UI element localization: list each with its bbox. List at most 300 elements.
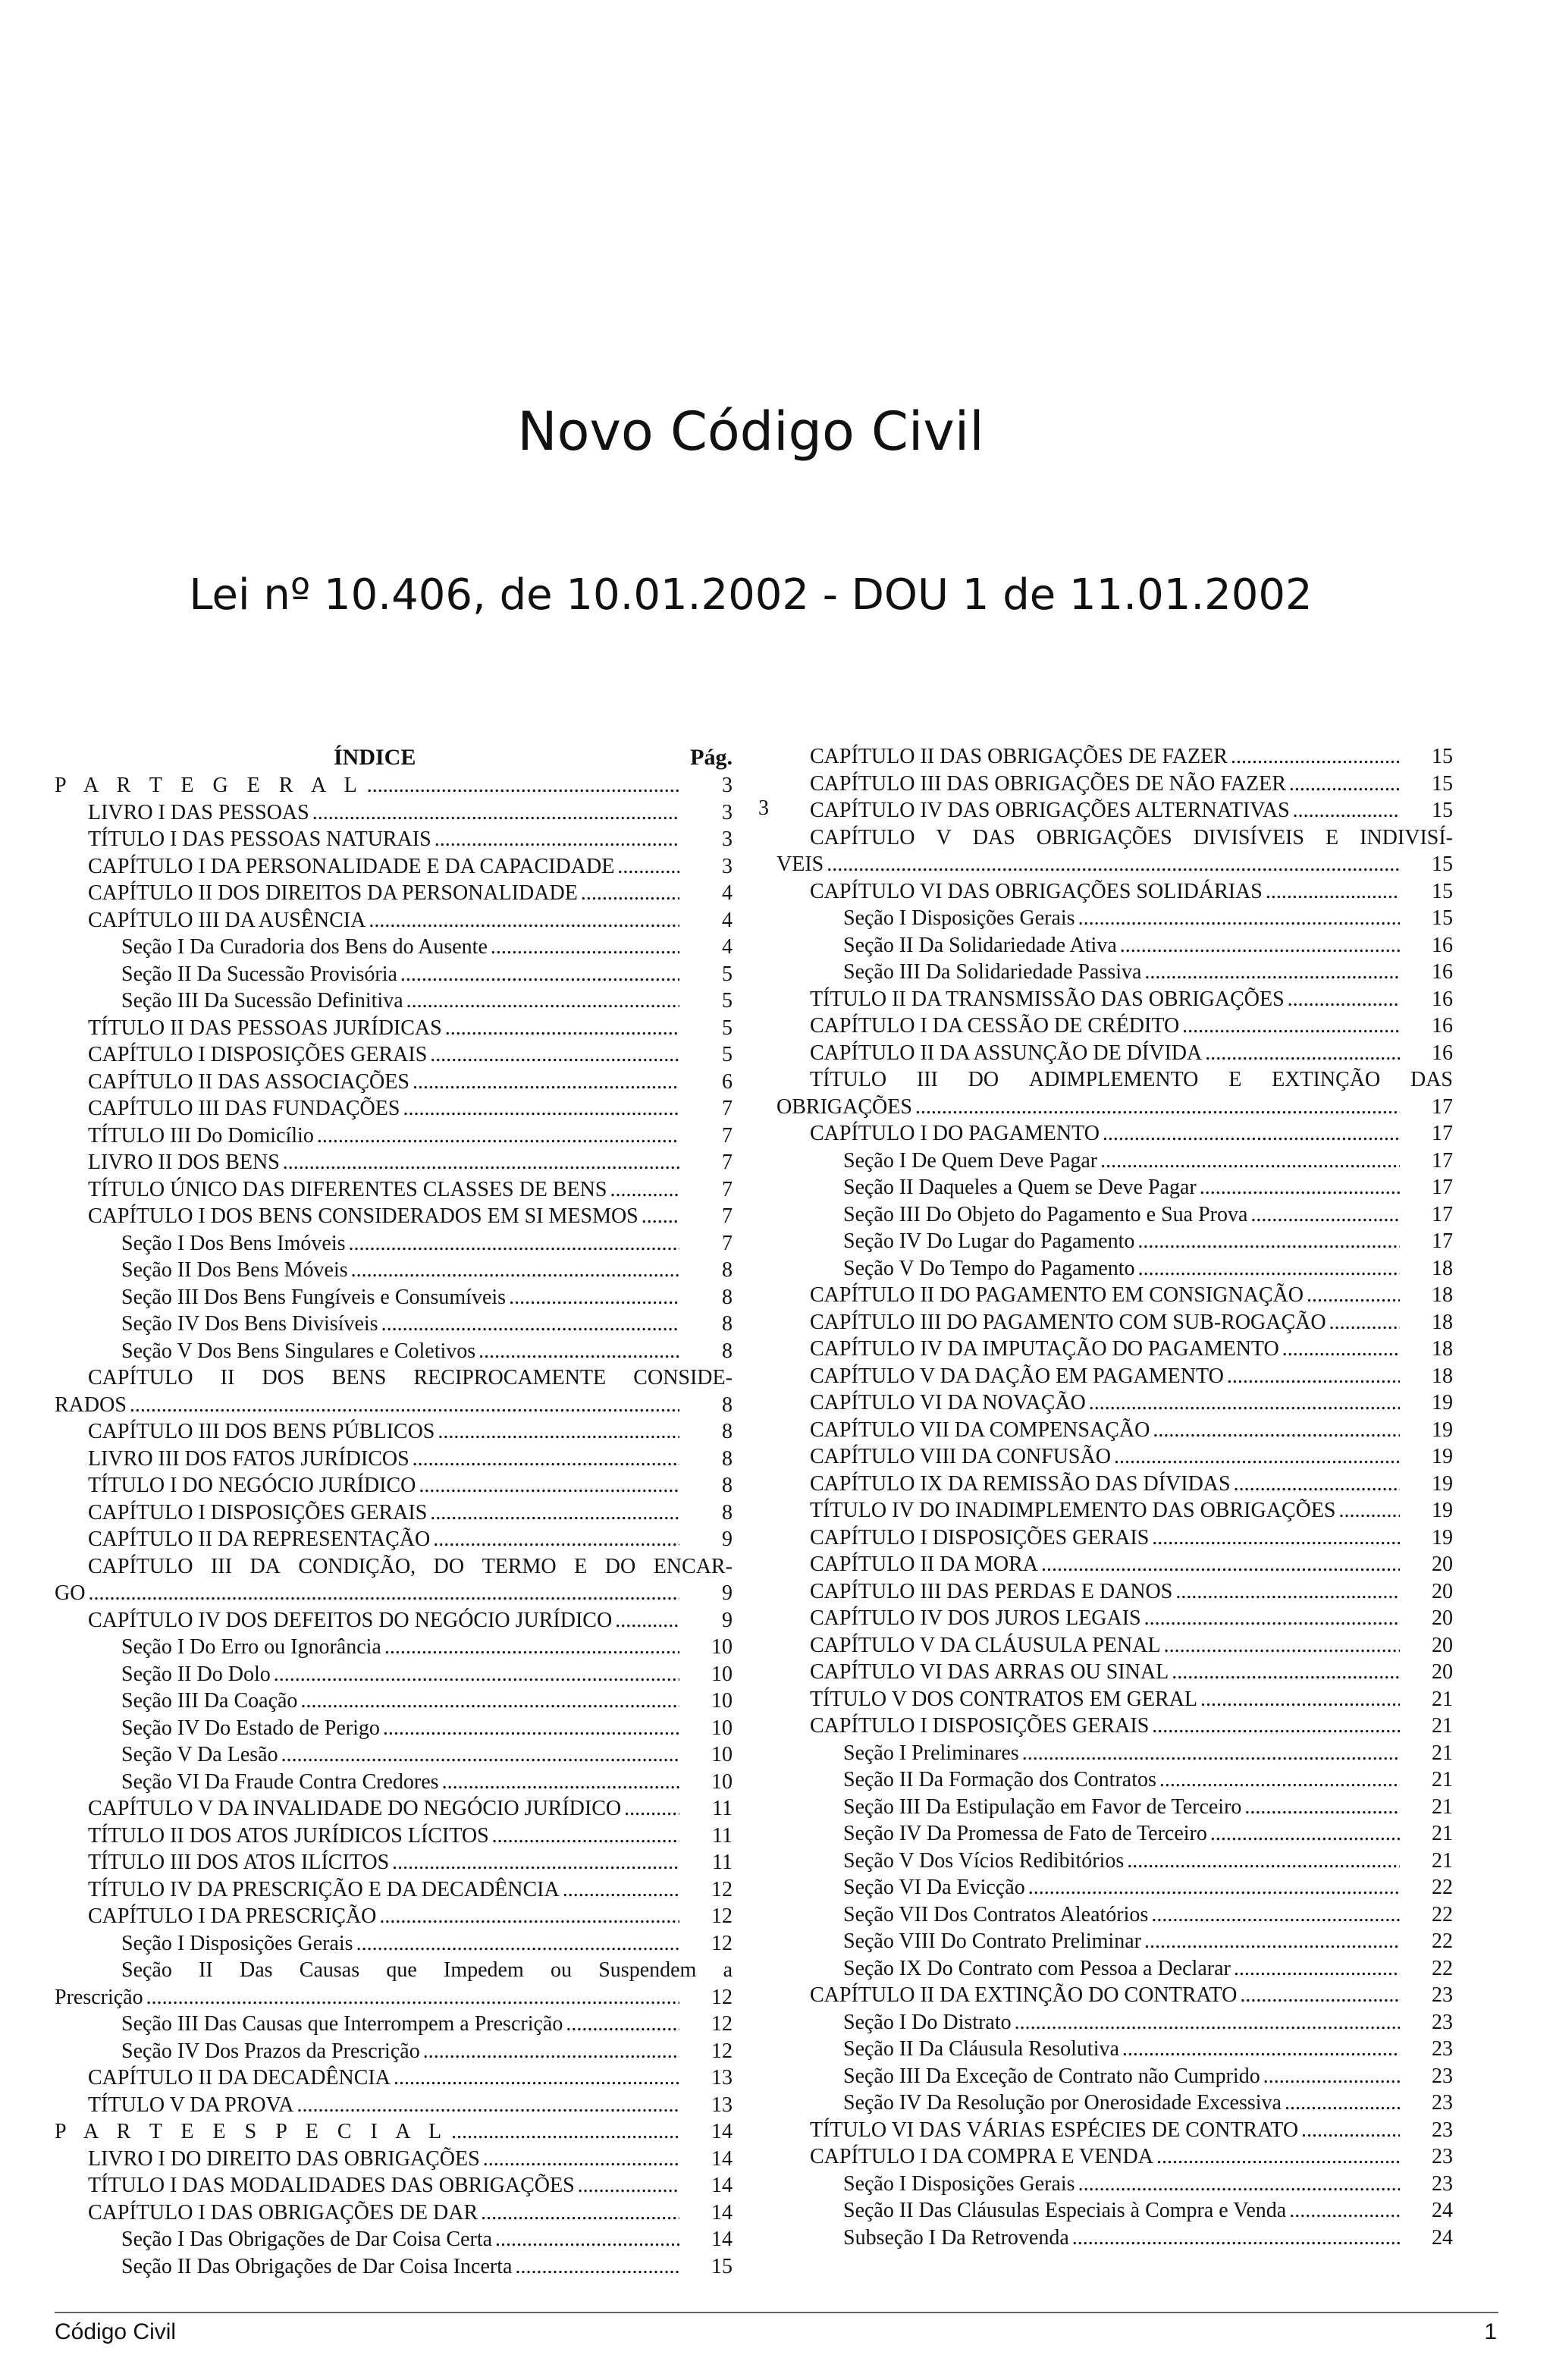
index-entry-page: 10 bbox=[711, 1716, 733, 1740]
index-entry-title: CAPÍTULO V DA INVALIDADE DO NEGÓCIO JURÍDICO bbox=[88, 1797, 622, 1820]
index-entry bbox=[776, 1820, 1453, 1848]
index-entry-wrapped-line bbox=[55, 1553, 733, 1581]
index-entry-title: CAPÍTULO III DO PAGAMENTO COM SUB-ROGAÇÃO bbox=[810, 1310, 1326, 1334]
index-entry-title: CAPÍTULO III DAS PERDAS E DANOS bbox=[810, 1579, 1173, 1603]
index-entry bbox=[55, 1069, 733, 1096]
index-entry-page: 18 bbox=[1432, 1256, 1453, 1280]
dot-leader bbox=[1152, 1713, 1400, 1740]
index-entry-title: CAPÍTULO VI DAS ARRAS OU SINAL bbox=[810, 1660, 1169, 1684]
index-entry-title: CAPÍTULO I DISPOSIÇÕES GERAIS bbox=[88, 1500, 428, 1524]
dot-leader bbox=[130, 1392, 679, 1419]
dot-leader bbox=[400, 961, 679, 988]
index-entry bbox=[55, 1769, 733, 1796]
index-entry-page: 8 bbox=[722, 1339, 733, 1363]
index-entry-title: Seção II Da Formação dos Contratos bbox=[843, 1768, 1156, 1791]
dot-leader bbox=[1307, 1282, 1400, 1309]
index-entry-title: RADOS bbox=[55, 1393, 127, 1417]
index-entry bbox=[776, 2197, 1453, 2225]
index-entry bbox=[55, 1688, 733, 1715]
index-entry bbox=[776, 1471, 1453, 1498]
index-entry-page: 19 bbox=[1432, 1418, 1453, 1442]
dot-leader bbox=[356, 1930, 679, 1958]
index-entry-word: E bbox=[574, 1554, 588, 1578]
index-entry-page: 16 bbox=[1432, 1041, 1453, 1065]
index-entry-title: OBRIGAÇÕES bbox=[776, 1094, 912, 1119]
index-entry-title: CAPÍTULO VI DA NOVAÇÃO bbox=[810, 1391, 1086, 1414]
dot-leader bbox=[1164, 1632, 1400, 1659]
index-entry-title: CAPÍTULO II DO PAGAMENTO EM CONSIGNAÇÃO bbox=[810, 1283, 1304, 1307]
index-entry-title: CAPÍTULO III DAS OBRIGAÇÕES DE NÃO FAZER bbox=[810, 771, 1286, 796]
index-entry bbox=[55, 1984, 733, 2011]
index-entry-title: Seção I Preliminares bbox=[843, 1741, 1019, 1765]
dot-leader bbox=[1100, 1148, 1400, 1175]
index-entry-word: TERMO bbox=[482, 1554, 557, 1578]
index-entry bbox=[55, 1795, 733, 1823]
index-entry-page: 9 bbox=[722, 1581, 733, 1605]
index-entry-page: 23 bbox=[1432, 2145, 1453, 2168]
index-entry-page: 17 bbox=[1432, 1176, 1453, 1199]
index-entry-title: Seção III Da Exceção de Contrato não Cumprido bbox=[843, 2064, 1260, 2088]
dot-leader bbox=[1329, 1309, 1400, 1336]
index-entry-title: Seção IV Da Resolução por Onerosidade Excessiva bbox=[843, 2091, 1282, 2115]
index-entry-title: LIVRO I DO DIREITO DAS OBRIGAÇÕES bbox=[88, 2146, 480, 2171]
index-entry-title: Seção III Da Solidariedade Passiva bbox=[843, 960, 1142, 984]
index-entry-word: DAS bbox=[1410, 1068, 1453, 1091]
index-entry bbox=[776, 797, 1453, 824]
index-entry bbox=[55, 2172, 733, 2199]
index-entry-page: 10 bbox=[711, 1769, 733, 1794]
index-entry bbox=[776, 1094, 1453, 1121]
index-entry-word: CONSIDE- bbox=[633, 1366, 733, 1389]
dot-leader bbox=[1200, 1174, 1400, 1201]
dot-leader bbox=[492, 1823, 679, 1850]
dot-leader bbox=[642, 1203, 679, 1230]
index-entry-page: 7 bbox=[722, 1177, 733, 1201]
dot-leader bbox=[1144, 1605, 1400, 1632]
index-entry-page: 20 bbox=[1432, 1633, 1453, 1657]
index-entry-page: 20 bbox=[1432, 1553, 1453, 1576]
index-right-column bbox=[776, 743, 1453, 2251]
index-entry-page: 21 bbox=[1432, 1741, 1453, 1765]
dot-leader bbox=[394, 2064, 679, 2092]
dot-leader bbox=[413, 1446, 679, 1473]
index-entry-page: 17 bbox=[1432, 1202, 1453, 1226]
dot-leader bbox=[1127, 1848, 1400, 1875]
index-entry-title: CAPÍTULO V DA DAÇÃO EM PAGAMENTO bbox=[810, 1364, 1224, 1388]
index-entry-page: 10 bbox=[711, 1635, 733, 1659]
dot-leader bbox=[495, 2226, 679, 2253]
index-entry bbox=[776, 2036, 1453, 2063]
dot-leader bbox=[481, 2199, 679, 2227]
index-entry-page: 15 bbox=[1432, 771, 1453, 796]
dot-leader bbox=[610, 1176, 679, 1204]
index-entry bbox=[55, 1607, 733, 1634]
index-entry-word: CAPÍTULO bbox=[88, 1366, 193, 1389]
index-entry bbox=[55, 1041, 733, 1069]
index-entry-word: DIVISÍVEIS bbox=[1193, 825, 1304, 849]
dot-leader bbox=[379, 1903, 679, 1930]
index-entry-page: 8 bbox=[722, 1393, 733, 1417]
index-entry bbox=[776, 1148, 1453, 1175]
index-header bbox=[55, 743, 733, 772]
index-entry-title: CAPÍTULO IV DOS JUROS LEGAIS bbox=[810, 1606, 1141, 1630]
index-entry-title: CAPÍTULO IX DA REMISSÃO DAS DÍVIDAS bbox=[810, 1471, 1231, 1496]
index-entry-page: 12 bbox=[711, 2039, 733, 2063]
index-entry bbox=[776, 1363, 1453, 1390]
index-entry-page: 19 bbox=[1432, 1391, 1453, 1414]
index-heading: ÍNDICE bbox=[334, 745, 416, 770]
index-entry-page: 21 bbox=[1432, 1687, 1453, 1711]
index-entry-page: 11 bbox=[712, 1797, 733, 1820]
index-entry-page: 14 bbox=[711, 2228, 733, 2251]
index-entry-word: CAPÍTULO bbox=[810, 825, 915, 849]
dot-leader bbox=[1200, 1686, 1400, 1713]
index-entry-title: Seção III Do Objeto do Pagamento e Sua Prova bbox=[843, 1202, 1248, 1226]
index-entry bbox=[55, 1176, 733, 1204]
index-entry-word: DA bbox=[249, 1554, 281, 1578]
index-entry-title: Seção III Da Sucessão Definitiva bbox=[121, 989, 403, 1013]
index-entry bbox=[776, 1928, 1453, 1955]
dot-leader bbox=[563, 1876, 679, 1904]
dot-leader bbox=[281, 1741, 679, 1769]
dot-leader bbox=[1041, 1551, 1400, 1578]
index-entry bbox=[55, 1849, 733, 1876]
index-entry-title: CAPÍTULO III DAS FUNDAÇÕES bbox=[88, 1097, 400, 1120]
index-entry-page: 8 bbox=[722, 1420, 733, 1443]
index-entry-page: 17 bbox=[1432, 1094, 1453, 1119]
index-entry-word: OBRIGAÇÕES bbox=[1036, 825, 1172, 849]
index-entry bbox=[776, 2171, 1453, 2198]
index-entry-page: 22 bbox=[1432, 1876, 1453, 1899]
index-entry-page: 18 bbox=[1432, 1310, 1453, 1334]
dot-leader bbox=[351, 1257, 679, 1284]
index-entry-page: 12 bbox=[711, 2012, 733, 2036]
index-entry bbox=[55, 2064, 733, 2092]
index-entry bbox=[55, 2253, 733, 2281]
index-entry-title: LIVRO III DOS FATOS JURÍDICOS bbox=[88, 1446, 409, 1471]
index-entry-page: 18 bbox=[1432, 1337, 1453, 1361]
dot-leader bbox=[1144, 1928, 1400, 1955]
index-entry-title: CAPÍTULO V DA CLÁUSULA PENAL bbox=[810, 1633, 1161, 1657]
index-entry-word: III bbox=[916, 1068, 938, 1091]
dot-leader bbox=[1263, 2063, 1400, 2090]
index-entry-page: 8 bbox=[722, 1258, 733, 1282]
index-entry-title: Seção IV Dos Bens Divisíveis bbox=[121, 1312, 378, 1336]
index-entry-page: 20 bbox=[1432, 1579, 1453, 1603]
index-entry-title: CAPÍTULO I DISPOSIÇÕES GERAIS bbox=[88, 1043, 428, 1066]
index-entry bbox=[776, 1443, 1453, 1471]
dot-leader bbox=[915, 1094, 1400, 1121]
dot-leader bbox=[317, 1122, 679, 1150]
index-entry bbox=[55, 1903, 733, 1930]
dot-leader bbox=[578, 2172, 679, 2199]
index-entry bbox=[55, 1122, 733, 1150]
index-entry-title: CAPÍTULO II DAS ASSOCIAÇÕES bbox=[88, 1069, 409, 1094]
index-entry bbox=[55, 1930, 733, 1958]
index-entry-page: 18 bbox=[1432, 1283, 1453, 1307]
index-entry-word: DO bbox=[604, 1554, 636, 1578]
index-entry-title: CAPÍTULO I DA PRESCRIÇÃO bbox=[88, 1904, 377, 1928]
index-entry-title: Seção III Dos Bens Fungíveis e Consumíveis bbox=[121, 1285, 507, 1309]
index-entry-title: Seção V Dos Vícios Redibitórios bbox=[843, 1848, 1125, 1873]
index-entry-title: TÍTULO V DA PROVA bbox=[88, 2093, 294, 2117]
dot-leader bbox=[1282, 1336, 1400, 1363]
index-entry-title: CAPÍTULO I DOS BENS CONSIDERADOS EM SI MESMOS bbox=[88, 1204, 638, 1228]
index-entry-word: E bbox=[1326, 825, 1339, 849]
footer-title: Código Civil bbox=[55, 2319, 177, 2344]
footer-page-number: 1 bbox=[1484, 2319, 1497, 2344]
index-entry-title: Subseção I Da Retrovenda bbox=[843, 2225, 1069, 2250]
dot-leader bbox=[430, 1499, 679, 1527]
index-entry-page: 17 bbox=[1432, 1229, 1453, 1253]
index-entry bbox=[55, 987, 733, 1015]
index-entry bbox=[55, 880, 733, 907]
dot-leader bbox=[296, 2092, 679, 2119]
index-entry bbox=[776, 771, 1453, 798]
index-entry-page: 20 bbox=[1432, 1660, 1453, 1684]
index-entry-page: 18 bbox=[1432, 1364, 1453, 1388]
index-entry-page: 23 bbox=[1432, 2118, 1453, 2142]
dot-leader bbox=[1266, 878, 1400, 906]
index-entry bbox=[776, 1632, 1453, 1659]
index-entry-title: Seção II Dos Bens Móveis bbox=[121, 1258, 348, 1282]
dot-leader bbox=[451, 2118, 679, 2146]
index-entry-word: TÍTULO bbox=[810, 1068, 887, 1091]
dot-leader bbox=[1159, 1766, 1400, 1794]
index-entry-title: Seção VII Dos Contratos Aleatórios bbox=[843, 1902, 1149, 1926]
index-entry-title: TÍTULO I DAS PESSOAS NATURAIS bbox=[88, 827, 431, 851]
dot-leader bbox=[1240, 1982, 1400, 2009]
dot-leader bbox=[445, 1015, 679, 1042]
dot-leader bbox=[438, 1418, 679, 1446]
index-entry-word: INDIVISÍ- bbox=[1360, 825, 1453, 849]
index-entry-title: CAPÍTULO II DA DECADÊNCIA bbox=[88, 2066, 391, 2090]
dot-leader bbox=[1103, 1120, 1400, 1148]
index-entry bbox=[55, 2011, 733, 2038]
index-entry-title: CAPÍTULO III DOS BENS PÚBLICOS bbox=[88, 1420, 435, 1443]
index-entry-word: Das bbox=[239, 1958, 273, 1982]
index-entry-page: 23 bbox=[1432, 2037, 1453, 2061]
index-entry-title: CAPÍTULO I DA PERSONALIDADE E DA CAPACIDADE bbox=[88, 854, 615, 878]
index-entry-title: CAPÍTULO II DAS OBRIGAÇÕES DE FAZER bbox=[810, 745, 1228, 768]
index-entry-word: ADIMPLEMENTO bbox=[1028, 1068, 1199, 1091]
dot-leader bbox=[624, 1795, 679, 1823]
dot-leader bbox=[1122, 2036, 1400, 2063]
index-entry-page: 24 bbox=[1432, 2225, 1453, 2250]
index-entry-title: TÍTULO V DOS CONTRATOS EM GERAL bbox=[810, 1687, 1198, 1711]
index-entry bbox=[776, 1713, 1453, 1740]
index-entry bbox=[776, 2117, 1453, 2144]
dot-leader bbox=[146, 1984, 679, 2011]
index-entry-page: 11 bbox=[712, 1851, 733, 1874]
dot-leader bbox=[283, 1149, 679, 1176]
index-entry-page: 15 bbox=[711, 2254, 733, 2278]
dot-leader bbox=[442, 1769, 679, 1796]
index-entry-title: CAPÍTULO II DA ASSUNÇÃO DE DÍVIDA bbox=[810, 1041, 1203, 1065]
index-entry-page: 12 bbox=[711, 1904, 733, 1928]
index-entry-page: 21 bbox=[1432, 1714, 1453, 1738]
dot-leader bbox=[1144, 959, 1400, 986]
index-entry bbox=[776, 1309, 1453, 1336]
dot-leader bbox=[367, 772, 679, 799]
dot-leader bbox=[413, 1069, 679, 1096]
index-entry-word: E bbox=[1228, 1068, 1242, 1091]
index-entry-word: II bbox=[220, 1366, 235, 1389]
index-entry-title: Seção I Das Obrigações de Dar Coisa Certa bbox=[121, 2228, 493, 2251]
index-entry-page: 23 bbox=[1432, 2091, 1453, 2115]
index-entry bbox=[55, 2038, 733, 2065]
dot-leader bbox=[1182, 1013, 1400, 1040]
index-entry-word: Impedem bbox=[444, 1958, 524, 1982]
dot-leader bbox=[1285, 2090, 1400, 2117]
index-entry-title: CAPÍTULO III DA AUSÊNCIA bbox=[88, 908, 366, 932]
index-entry-page: 3 bbox=[722, 774, 733, 797]
dot-leader bbox=[274, 1661, 679, 1688]
index-entry-page: 7 bbox=[722, 1097, 733, 1120]
dot-leader bbox=[1151, 1901, 1400, 1929]
index-entry-title: TÍTULO II DA TRANSMISSÃO DAS OBRIGAÇÕES bbox=[810, 987, 1285, 1011]
dot-leader bbox=[381, 1311, 679, 1338]
index-entry bbox=[776, 1040, 1453, 1067]
index-entry bbox=[776, 1605, 1453, 1632]
index-entry-page: 19 bbox=[1432, 1445, 1453, 1468]
index-entry bbox=[55, 2092, 733, 2119]
document-title: Novo Código Civil bbox=[517, 400, 984, 463]
dot-leader bbox=[1234, 1955, 1400, 1983]
index-entry bbox=[55, 2199, 733, 2227]
index-entry-page: 13 bbox=[711, 2066, 733, 2090]
index-entry-page: 5 bbox=[722, 1043, 733, 1066]
index-entry-page: 8 bbox=[722, 1500, 733, 1524]
index-entry bbox=[55, 1338, 733, 1365]
index-entry-title: Seção V Do Tempo do Pagamento bbox=[843, 1256, 1135, 1280]
index-entry bbox=[55, 1149, 733, 1176]
index-entry bbox=[776, 851, 1453, 878]
index-entry-title: LIVRO I DAS PESSOAS bbox=[88, 800, 309, 824]
index-entry-page: 19 bbox=[1432, 1471, 1453, 1496]
index-entry bbox=[776, 1659, 1453, 1686]
footer-divider bbox=[55, 2312, 1498, 2313]
index-entry bbox=[55, 1526, 733, 1553]
index-entry-word: DO bbox=[433, 1554, 465, 1578]
index-entry bbox=[776, 1982, 1453, 2009]
index-entry bbox=[776, 1174, 1453, 1201]
dot-leader bbox=[435, 826, 679, 853]
dot-leader bbox=[1339, 1497, 1400, 1524]
index-entry bbox=[776, 1874, 1453, 1901]
index-entry-title: Seção IV Da Promessa de Fato de Terceiro bbox=[843, 1822, 1207, 1845]
index-entry bbox=[776, 959, 1453, 986]
dot-leader bbox=[383, 1715, 679, 1742]
index-entry-word: V bbox=[936, 825, 952, 849]
index-entry-page: 9 bbox=[722, 1608, 733, 1632]
dot-leader bbox=[615, 1607, 679, 1634]
index-entry-title: Seção I Disposições Gerais bbox=[121, 1931, 353, 1955]
index-entry-word: CAPÍTULO bbox=[88, 1554, 193, 1578]
dot-leader bbox=[1293, 797, 1400, 824]
index-entry-title: TÍTULO III Do Domicílio bbox=[88, 1123, 314, 1148]
index-entry-word: EXTINÇÃO bbox=[1272, 1068, 1381, 1091]
index-entry-page: 19 bbox=[1432, 1499, 1453, 1522]
dot-leader bbox=[419, 1472, 679, 1499]
index-entry-title: LIVRO II DOS BENS bbox=[88, 1151, 280, 1174]
index-entry bbox=[55, 1634, 733, 1661]
index-entry bbox=[55, 1446, 733, 1473]
index-entry bbox=[776, 1336, 1453, 1363]
index-entry-title: Seção II Da Sucessão Provisória bbox=[121, 962, 397, 986]
index-entry-wrapped-line bbox=[55, 1957, 733, 1984]
dot-leader bbox=[1301, 2117, 1400, 2144]
dot-leader bbox=[1120, 932, 1400, 959]
index-entry bbox=[55, 1661, 733, 1688]
index-entry bbox=[55, 961, 733, 988]
index-entry-page: 24 bbox=[1432, 2199, 1453, 2222]
index-entry-page: 23 bbox=[1432, 2010, 1453, 2034]
index-entry bbox=[776, 2225, 1453, 2252]
dot-leader bbox=[1210, 1820, 1400, 1848]
index-entry-title: Seção II Do Dolo bbox=[121, 1662, 271, 1686]
index-entry-page: 12 bbox=[711, 1985, 733, 2009]
index-entry-page: 16 bbox=[1432, 987, 1453, 1011]
index-entry-title: Seção VI Da Evicção bbox=[843, 1876, 1025, 1899]
index-entry-title: Seção I De Quem Deve Pagar bbox=[843, 1148, 1098, 1173]
index-entry bbox=[55, 2146, 733, 2173]
dot-leader bbox=[406, 987, 679, 1015]
index-entry-page: 22 bbox=[1432, 1956, 1453, 1980]
index-entry-title: Seção II Das Cláusulas Especiais à Compra e Venda bbox=[843, 2199, 1287, 2222]
index-entry-word: DOS bbox=[262, 1366, 305, 1389]
index-entry-page: 13 bbox=[711, 2093, 733, 2117]
dot-leader bbox=[1289, 771, 1400, 798]
dot-leader bbox=[1078, 905, 1400, 932]
index-entry-page: 5 bbox=[722, 989, 733, 1013]
dot-leader bbox=[1022, 1740, 1400, 1767]
index-entry-title: CAPÍTULO VII DA COMPENSAÇÃO bbox=[810, 1418, 1150, 1442]
dot-leader bbox=[1234, 1471, 1400, 1498]
index-entry bbox=[776, 986, 1453, 1013]
index-entry-title: CAPÍTULO II DA EXTINÇÃO DO CONTRATO bbox=[810, 1983, 1238, 2007]
dot-leader bbox=[1078, 2171, 1400, 2198]
index-entry-word: que bbox=[386, 1958, 417, 1982]
document-subtitle: Lei nº 10.406, de 10.01.2002 - DOU 1 de 11.01.2002 bbox=[189, 570, 1313, 620]
dot-leader bbox=[1231, 743, 1400, 771]
index-entry bbox=[55, 853, 733, 881]
index-entry-title: Seção II Da Solidariedade Ativa bbox=[843, 933, 1117, 957]
dot-leader bbox=[423, 2038, 679, 2065]
index-entry bbox=[776, 1740, 1453, 1767]
index-entry-title: Seção V Dos Bens Singulares e Coletivos bbox=[121, 1339, 476, 1363]
dot-leader bbox=[1227, 1363, 1400, 1390]
index-entry-page: 14 bbox=[711, 2120, 733, 2143]
index-entry bbox=[55, 1203, 733, 1230]
index-left-column bbox=[55, 743, 733, 2280]
index-entry bbox=[776, 1013, 1453, 1040]
dot-leader bbox=[827, 851, 1400, 878]
dot-leader bbox=[491, 934, 679, 961]
dot-leader bbox=[1244, 1794, 1400, 1821]
index-entry-title: Seção I Disposições Gerais bbox=[843, 2171, 1075, 2196]
index-entry-page: 8 bbox=[722, 1446, 733, 1471]
index-entry bbox=[55, 1311, 733, 1338]
index-entry-title: Seção I Do Erro ou Ignorância bbox=[121, 1635, 381, 1659]
dot-leader bbox=[1138, 1255, 1400, 1283]
index-entry-title: Seção I Do Distrato bbox=[843, 2010, 1012, 2034]
index-entry-page: 3 bbox=[722, 827, 733, 851]
index-entry-title: Seção II Daqueles a Quem se Deve Pagar bbox=[843, 1176, 1197, 1199]
index-entry bbox=[55, 1472, 733, 1499]
index-entry bbox=[776, 2090, 1453, 2117]
index-entry-title: Seção II Das Obrigações de Dar Coisa Incerta bbox=[121, 2254, 513, 2278]
